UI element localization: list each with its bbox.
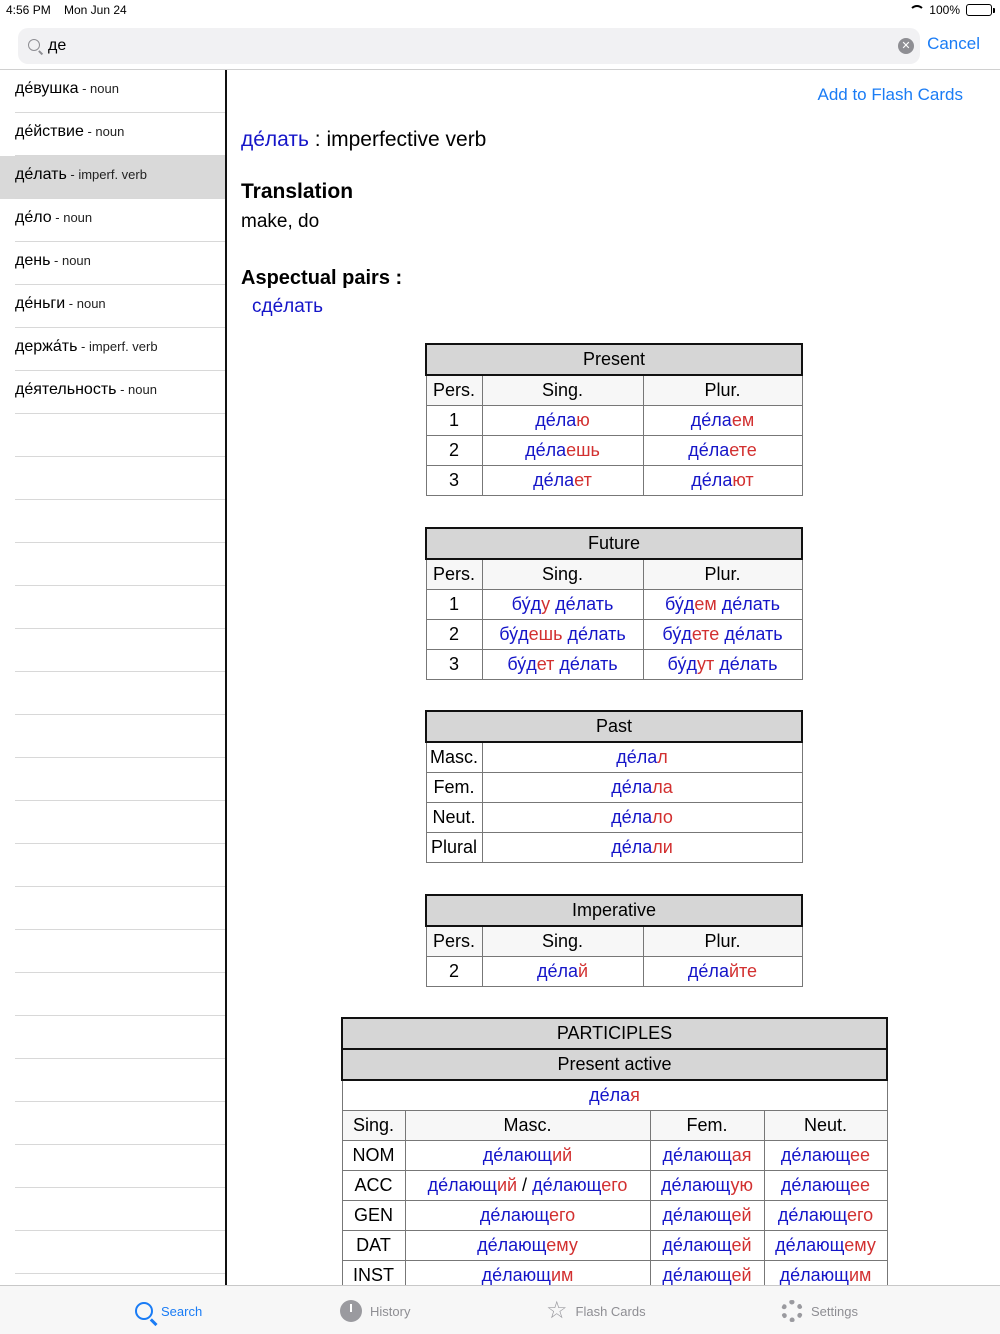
translation-text: make, do [241, 211, 320, 232]
table-row [426, 435, 802, 465]
list-item-pos: - noun [50, 253, 91, 268]
form-cell: де́лайте [643, 956, 802, 986]
form-cell: де́лающей [650, 1200, 764, 1230]
case-cell: INST [342, 1260, 405, 1285]
table-row [426, 465, 802, 495]
col-header: Plur. [643, 559, 802, 589]
form-cell: де́лала [482, 772, 802, 802]
col-header: Masc. [405, 1110, 650, 1140]
table-row [342, 1200, 887, 1230]
form-cell: де́лает [482, 465, 643, 495]
col-header: Fem. [650, 1110, 764, 1140]
gender-cell: Neut. [426, 802, 482, 832]
col-header: Sing. [482, 559, 643, 589]
search-input[interactable] [48, 34, 888, 58]
battery-icon [966, 4, 992, 16]
search-field[interactable] [18, 28, 920, 64]
list-item-word: де́ятельность [15, 381, 117, 398]
empty-row [0, 715, 225, 758]
form-cell: де́лал [482, 742, 802, 772]
empty-row [0, 1145, 225, 1188]
list-item[interactable] [0, 371, 225, 414]
empty-row [0, 672, 225, 715]
form-cell: де́лающий / де́лающего [405, 1170, 650, 1200]
person-cell: 3 [426, 465, 482, 495]
search-bar [0, 22, 1000, 70]
form-cell: бу́дем де́лать [643, 589, 802, 619]
tab-label: Flash Cards [575, 1303, 646, 1319]
empty-row [0, 629, 225, 672]
list-item-word: де́лать [15, 166, 67, 183]
form-cell: де́лающее [764, 1140, 887, 1170]
form-cell: де́лали [482, 832, 802, 862]
table-row [342, 1260, 887, 1285]
gender-cell: Fem. [426, 772, 482, 802]
search-icon [28, 39, 40, 51]
status-bar [0, 0, 1000, 22]
entry-heading [241, 128, 486, 152]
table-row [342, 1170, 887, 1200]
case-cell: NOM [342, 1140, 405, 1170]
list-item-word: день [15, 252, 51, 269]
tab-label: Search [161, 1303, 203, 1319]
form-cell: де́лай [482, 956, 643, 986]
tab-label: Settings [811, 1303, 858, 1319]
form-cell: де́лающему [405, 1230, 650, 1260]
clear-icon[interactable]: ✕ [898, 38, 914, 54]
form-cell: де́лаешь [482, 435, 643, 465]
status-right [909, 3, 992, 17]
empty-row [0, 887, 225, 930]
table-row [342, 1140, 887, 1170]
form-cell: де́лающее [764, 1170, 887, 1200]
status-time: 4:56 PM [6, 3, 51, 17]
tab-bar [0, 1285, 1000, 1334]
table-row [426, 405, 802, 435]
participle-form: де́лая [342, 1080, 887, 1110]
cancel-button[interactable]: Cancel [927, 34, 980, 53]
empty-row [0, 1188, 225, 1231]
empty-row [0, 1016, 225, 1059]
form-cell: де́лаю [482, 405, 643, 435]
past-title: Past [426, 711, 802, 742]
empty-row [0, 1102, 225, 1145]
form-cell: де́лающая [650, 1140, 764, 1170]
person-cell: 2 [426, 956, 482, 986]
person-cell: 2 [426, 435, 482, 465]
empty-row [0, 758, 225, 801]
aspectual-title: Aspectual pairs : [241, 267, 403, 289]
col-header: Pers. [426, 926, 482, 956]
status-date: Mon Jun 24 [64, 3, 127, 17]
list-item-word: де́йствие [15, 123, 84, 140]
tab-settings[interactable] [781, 1296, 858, 1326]
empty-row [0, 414, 225, 457]
tab-label: History [370, 1303, 411, 1319]
list-item-word: де́ньги [15, 295, 66, 312]
col-header: Sing. [482, 926, 643, 956]
table-row [426, 742, 802, 772]
case-cell: DAT [342, 1230, 405, 1260]
empty-row [0, 500, 225, 543]
empty-row [0, 973, 225, 1016]
tab-search[interactable] [135, 1296, 202, 1326]
empty-row [0, 801, 225, 844]
table-row [426, 649, 802, 679]
table-row [342, 1230, 887, 1260]
participles-title: PARTICIPLES [342, 1018, 887, 1049]
detail-pane [227, 70, 1000, 1285]
star-icon: ☆ [546, 1297, 568, 1324]
gear-icon [781, 1300, 803, 1322]
list-item[interactable] [0, 242, 225, 285]
form-cell: бу́дешь де́лать [482, 619, 643, 649]
col-header: Pers. [426, 375, 482, 405]
form-cell: де́лающую [650, 1170, 764, 1200]
participles-subtitle: Present active [342, 1049, 887, 1080]
list-item-pos: - noun [116, 382, 157, 397]
table-row [426, 619, 802, 649]
list-item[interactable] [0, 70, 225, 113]
list-item-pos: - imperf. verb [66, 167, 147, 182]
form-cell: де́лающему [764, 1230, 887, 1260]
form-cell: де́лающего [405, 1200, 650, 1230]
gender-cell: Plural [426, 832, 482, 862]
empty-row [0, 586, 225, 629]
present-title: Present [426, 344, 802, 375]
form-cell: де́лаете [643, 435, 802, 465]
empty-row [0, 1059, 225, 1102]
clock-icon [340, 1300, 362, 1322]
tab-history[interactable] [340, 1296, 410, 1326]
list-item[interactable] [0, 113, 225, 156]
table-row [426, 589, 802, 619]
form-cell: бу́дет де́лать [482, 649, 643, 679]
list-item[interactable] [0, 285, 225, 328]
empty-row [0, 543, 225, 586]
form-cell: де́лающий [405, 1140, 650, 1170]
form-cell: де́лающим [405, 1260, 650, 1285]
empty-row [0, 844, 225, 887]
list-item-word: де́ло [15, 209, 52, 226]
tab-flash-cards[interactable] [546, 1296, 646, 1326]
form-cell: бу́дете де́лать [643, 619, 802, 649]
empty-row [0, 1231, 225, 1274]
form-cell: де́лающей [650, 1260, 764, 1285]
imperative-table [425, 894, 803, 987]
entry-type: : imperfective verb [308, 128, 487, 151]
future-title: Future [426, 528, 802, 559]
list-item-pos: - noun [65, 296, 106, 311]
list-item[interactable] [0, 199, 225, 242]
table-row [426, 832, 802, 862]
future-table [425, 527, 803, 680]
list-item-pos: - noun [78, 81, 119, 96]
person-cell: 1 [426, 405, 482, 435]
translation-title: Translation [241, 180, 354, 203]
person-cell: 1 [426, 589, 482, 619]
results-list [0, 70, 225, 1285]
form-cell: де́лающим [764, 1260, 887, 1285]
participles-table [341, 1017, 888, 1285]
aspectual-pair-link[interactable]: сде́лать [252, 296, 323, 317]
list-item[interactable] [0, 328, 225, 371]
gender-cell: Masc. [426, 742, 482, 772]
col-header: Sing. [342, 1110, 405, 1140]
list-item-pos: - noun [51, 210, 93, 225]
form-cell: де́лающей [650, 1230, 764, 1260]
form-cell: де́лают [643, 465, 802, 495]
entry-word: де́лать [241, 128, 309, 151]
list-item-word: де́вушка [15, 80, 79, 97]
col-header: Plur. [643, 926, 802, 956]
col-header: Sing. [482, 375, 643, 405]
present-table [425, 343, 803, 496]
past-table [425, 710, 803, 863]
case-cell: ACC [342, 1170, 405, 1200]
form-cell: бу́ду де́лать [482, 589, 643, 619]
wifi-icon [909, 5, 923, 15]
col-header: Pers. [426, 559, 482, 589]
person-cell: 3 [426, 649, 482, 679]
case-cell: GEN [342, 1200, 405, 1230]
empty-row [0, 457, 225, 500]
search-icon [135, 1302, 153, 1320]
table-row [426, 802, 802, 832]
list-item-pos: - imperf. verb [77, 339, 158, 354]
list-item-word: держа́ть [15, 338, 78, 355]
form-cell: де́лаем [643, 405, 802, 435]
list-item[interactable] [0, 156, 225, 199]
form-cell: де́лало [482, 802, 802, 832]
form-cell: бу́дут де́лать [643, 649, 802, 679]
imperative-title: Imperative [426, 895, 802, 926]
empty-row [0, 930, 225, 973]
list-item-pos: - noun [83, 124, 125, 139]
person-cell: 2 [426, 619, 482, 649]
col-header: Neut. [764, 1110, 887, 1140]
col-header: Plur. [643, 375, 802, 405]
table-row [426, 956, 802, 986]
add-to-flash-cards-button[interactable]: Add to Flash Cards [817, 85, 963, 104]
battery-percent: 100% [929, 3, 960, 17]
table-row [426, 772, 802, 802]
form-cell: де́лающего [764, 1200, 887, 1230]
